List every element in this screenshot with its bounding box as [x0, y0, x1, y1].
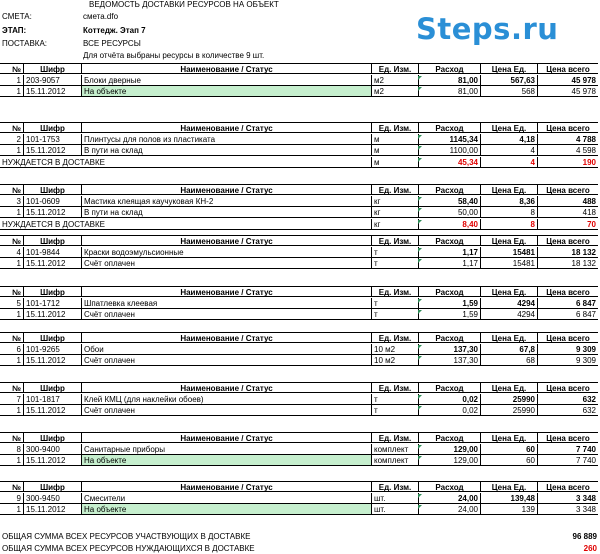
column-header-qty: Расход [418, 286, 480, 297]
resource-qty: 24,00 [418, 493, 480, 504]
resource-total: 9 309 [537, 344, 598, 355]
status-text: Счёт оплачен [81, 258, 371, 269]
steps-logo: Steps.ru [416, 12, 559, 46]
status-num: 1 [0, 405, 23, 416]
status-row [0, 86, 600, 97]
column-header-unit: Ед. Изм. [371, 184, 418, 195]
comment-marker-icon [418, 445, 422, 449]
resource-total: 488 [537, 196, 598, 207]
status-qty: 137,30 [418, 355, 480, 366]
status-total: 418 [537, 207, 598, 218]
status-date: 15.11.2012 [23, 355, 81, 366]
column-header-price: Цена Ед. [480, 63, 537, 74]
total-delivery-label: ОБЩАЯ СУММА ВСЕХ РЕСУРСОВ УЧАСТВУЮЩИХ В ДОСТАВКЕ [2, 532, 251, 541]
column-header-name: Наименование / Статус [81, 122, 371, 133]
status-num: 1 [0, 258, 23, 269]
resource-total: 6 847 [537, 298, 598, 309]
selection-note: Для отчёта выбраны ресурсы в количестве 9 шт. [83, 51, 265, 60]
comment-marker-icon [418, 345, 422, 349]
resource-qty: 0,02 [418, 394, 480, 405]
status-unit: т [371, 309, 418, 320]
needs-delivery-row [0, 219, 600, 230]
comment-marker-icon [418, 76, 422, 80]
column-header-name: Наименование / Статус [81, 184, 371, 195]
comment-marker-icon [418, 310, 422, 314]
status-price: 15481 [480, 258, 537, 269]
table-header-row [0, 332, 600, 343]
resource-name: Краски водоэмульсионные [81, 247, 371, 258]
resource-name: Шпатлевка клеевая [81, 298, 371, 309]
resource-price: 4,18 [480, 134, 537, 145]
status-total: 3 348 [537, 504, 598, 515]
resource-code: 101-0609 [23, 196, 81, 207]
meta-delivery-label: ПОСТАВКА: [2, 39, 47, 48]
status-total: 45 978 [537, 86, 598, 97]
comment-marker-icon [418, 259, 422, 263]
resource-total: 3 348 [537, 493, 598, 504]
needs-delivery-row [0, 157, 600, 168]
resource-qty: 58,40 [418, 196, 480, 207]
column-header-num: № [0, 63, 23, 74]
status-total: 4 598 [537, 145, 598, 156]
comment-marker-icon [418, 208, 422, 212]
resource-price: 139,48 [480, 493, 537, 504]
resource-price: 67,8 [480, 344, 537, 355]
comment-marker-icon [418, 356, 422, 360]
status-row [0, 405, 600, 416]
resource-price: 8,36 [480, 196, 537, 207]
status-text: Счёт оплачен [81, 405, 371, 416]
resource-qty: 137,30 [418, 344, 480, 355]
status-unit: т [371, 405, 418, 416]
status-unit: м [371, 145, 418, 156]
resource-row [0, 75, 600, 86]
status-qty: 129,00 [418, 455, 480, 466]
resource-num: 6 [0, 344, 23, 355]
column-header-qty: Расход [418, 382, 480, 393]
status-text: Счёт оплачен [81, 355, 371, 366]
status-price: 4294 [480, 309, 537, 320]
column-header-code: Шифр [23, 332, 81, 343]
resource-code: 101-1712 [23, 298, 81, 309]
resource-code: 101-9844 [23, 247, 81, 258]
status-price: 60 [480, 455, 537, 466]
resource-name: Клей КМЦ (для наклейки обоев) [81, 394, 371, 405]
status-text: На объекте [81, 86, 371, 97]
status-row [0, 258, 600, 269]
column-header-name: Наименование / Статус [81, 286, 371, 297]
resource-code: 101-1753 [23, 134, 81, 145]
needs-delivery-qty: 45,34 [418, 157, 480, 168]
resource-name: Блоки дверные [81, 75, 371, 86]
resource-qty: 1,17 [418, 247, 480, 258]
status-qty: 1,59 [418, 309, 480, 320]
status-price: 4 [480, 145, 537, 156]
status-num: 1 [0, 207, 23, 218]
comment-marker-icon [418, 299, 422, 303]
resource-num: 1 [0, 75, 23, 86]
resource-unit: т [371, 247, 418, 258]
resource-price: 60 [480, 444, 537, 455]
resource-name: Плинтусы для полов из пластиката [81, 134, 371, 145]
comment-marker-icon [418, 494, 422, 498]
column-header-total: Цена всего [537, 122, 598, 133]
resource-row [0, 134, 600, 145]
status-price: 68 [480, 355, 537, 366]
column-header-code: Шифр [23, 184, 81, 195]
table-header-row [0, 184, 600, 195]
column-header-total: Цена всего [537, 481, 598, 492]
column-header-price: Цена Ед. [480, 184, 537, 195]
status-num: 1 [0, 504, 23, 515]
column-header-price: Цена Ед. [480, 122, 537, 133]
column-header-code: Шифр [23, 432, 81, 443]
status-unit: шт. [371, 504, 418, 515]
column-header-qty: Расход [418, 63, 480, 74]
resource-code: 300-9450 [23, 493, 81, 504]
status-date: 15.11.2012 [23, 258, 81, 269]
resource-price: 567,63 [480, 75, 537, 86]
table-header-row [0, 235, 600, 246]
resource-qty: 81,00 [418, 75, 480, 86]
resource-unit: т [371, 298, 418, 309]
comment-marker-icon [418, 158, 422, 162]
status-num: 1 [0, 145, 23, 156]
table-header-row [0, 432, 600, 443]
status-qty: 1,17 [418, 258, 480, 269]
column-header-unit: Ед. Изм. [371, 481, 418, 492]
resource-total: 7 740 [537, 444, 598, 455]
comment-marker-icon [418, 505, 422, 509]
column-header-price: Цена Ед. [480, 481, 537, 492]
column-header-code: Шифр [23, 122, 81, 133]
resource-name: Смесители [81, 493, 371, 504]
status-price: 25990 [480, 405, 537, 416]
resource-num: 5 [0, 298, 23, 309]
column-header-num: № [0, 184, 23, 195]
table-header-row [0, 382, 600, 393]
status-unit: м2 [371, 86, 418, 97]
column-header-price: Цена Ед. [480, 332, 537, 343]
status-num: 1 [0, 355, 23, 366]
status-row [0, 355, 600, 366]
resource-total: 632 [537, 394, 598, 405]
column-header-price: Цена Ед. [480, 235, 537, 246]
status-row [0, 455, 600, 466]
total-needed-label: ОБЩАЯ СУММА ВСЕХ РЕСУРСОВ НУЖДАЮЩИХСЯ В ДОСТАВКЕ [2, 544, 255, 553]
resource-num: 9 [0, 493, 23, 504]
resource-unit: т [371, 394, 418, 405]
column-header-qty: Расход [418, 432, 480, 443]
column-header-code: Шифр [23, 63, 81, 74]
resource-row [0, 493, 600, 504]
total-delivery-value: 96 889 [572, 532, 597, 541]
resource-total: 18 132 [537, 247, 598, 258]
status-total: 18 132 [537, 258, 598, 269]
resource-unit: м2 [371, 75, 418, 86]
column-header-price: Цена Ед. [480, 286, 537, 297]
comment-marker-icon [418, 248, 422, 252]
status-qty: 0,02 [418, 405, 480, 416]
column-header-num: № [0, 286, 23, 297]
table-header-row [0, 286, 600, 297]
status-unit: комплект [371, 455, 418, 466]
status-qty: 1100,00 [418, 145, 480, 156]
comment-marker-icon [418, 197, 422, 201]
status-num: 1 [0, 86, 23, 97]
resource-unit: 10 м2 [371, 344, 418, 355]
column-header-total: Цена всего [537, 63, 598, 74]
resource-qty: 1,59 [418, 298, 480, 309]
column-header-num: № [0, 481, 23, 492]
meta-stage-value: Коттедж. Этап 7 [83, 26, 146, 35]
needs-delivery-unit: м [371, 157, 418, 168]
column-header-qty: Расход [418, 235, 480, 246]
status-qty: 24,00 [418, 504, 480, 515]
comment-marker-icon [418, 456, 422, 460]
resource-num: 4 [0, 247, 23, 258]
resource-code: 203-9057 [23, 75, 81, 86]
column-header-num: № [0, 332, 23, 343]
resource-price: 15481 [480, 247, 537, 258]
resource-row [0, 444, 600, 455]
column-header-name: Наименование / Статус [81, 432, 371, 443]
status-price: 8 [480, 207, 537, 218]
needs-delivery-unit: кг [371, 219, 418, 230]
status-date: 15.11.2012 [23, 309, 81, 320]
meta-estimate-label: СМЕТА: [2, 12, 32, 21]
comment-marker-icon [418, 406, 422, 410]
status-date: 15.11.2012 [23, 86, 81, 97]
status-total: 6 847 [537, 309, 598, 320]
column-header-qty: Расход [418, 122, 480, 133]
column-header-total: Цена всего [537, 235, 598, 246]
column-header-unit: Ед. Изм. [371, 432, 418, 443]
resource-num: 3 [0, 196, 23, 207]
total-needed-value: 260 [583, 544, 597, 553]
comment-marker-icon [418, 146, 422, 150]
status-date: 15.11.2012 [23, 207, 81, 218]
resource-num: 2 [0, 134, 23, 145]
column-header-code: Шифр [23, 235, 81, 246]
status-text: В пути на склад [81, 207, 371, 218]
table-header-row [0, 63, 600, 74]
meta-delivery-value: ВСЕ РЕСУРСЫ [83, 39, 141, 48]
resource-num: 8 [0, 444, 23, 455]
column-header-unit: Ед. Изм. [371, 332, 418, 343]
meta-stage-label: ЭТАП: [2, 26, 27, 35]
column-header-total: Цена всего [537, 184, 598, 195]
status-text: На объекте [81, 455, 371, 466]
status-date: 15.11.2012 [23, 504, 81, 515]
resource-row [0, 394, 600, 405]
column-header-code: Шифр [23, 286, 81, 297]
status-total: 7 740 [537, 455, 598, 466]
status-date: 15.11.2012 [23, 455, 81, 466]
status-text: Счёт оплачен [81, 309, 371, 320]
status-price: 139 [480, 504, 537, 515]
status-row [0, 207, 600, 218]
column-header-unit: Ед. Изм. [371, 286, 418, 297]
column-header-num: № [0, 382, 23, 393]
resource-qty: 1145,34 [418, 134, 480, 145]
meta-estimate-value: смета.dfo [83, 12, 119, 21]
resource-name: Санитарные приборы [81, 444, 371, 455]
table-header-row [0, 481, 600, 492]
column-header-price: Цена Ед. [480, 382, 537, 393]
comment-marker-icon [418, 395, 422, 399]
needs-delivery-price: 8 [480, 219, 537, 230]
report-title: ВЕДОМОСТЬ ДОСТАВКИ РЕСУРСОВ НА ОБЪЕКТ [89, 0, 279, 9]
resource-price: 25990 [480, 394, 537, 405]
status-num: 1 [0, 455, 23, 466]
column-header-price: Цена Ед. [480, 432, 537, 443]
comment-marker-icon [418, 135, 422, 139]
column-header-unit: Ед. Изм. [371, 235, 418, 246]
needs-delivery-price: 4 [480, 157, 537, 168]
resource-code: 300-9400 [23, 444, 81, 455]
resource-row [0, 196, 600, 207]
column-header-name: Наименование / Статус [81, 235, 371, 246]
resource-price: 4294 [480, 298, 537, 309]
column-header-code: Шифр [23, 382, 81, 393]
status-qty: 50,00 [418, 207, 480, 218]
column-header-qty: Расход [418, 481, 480, 492]
column-header-total: Цена всего [537, 286, 598, 297]
resource-row [0, 344, 600, 355]
needs-delivery-total: 70 [537, 219, 598, 230]
column-header-num: № [0, 122, 23, 133]
column-header-unit: Ед. Изм. [371, 382, 418, 393]
column-header-num: № [0, 235, 23, 246]
status-unit: 10 м2 [371, 355, 418, 366]
resource-num: 7 [0, 394, 23, 405]
status-total: 9 309 [537, 355, 598, 366]
column-header-unit: Ед. Изм. [371, 63, 418, 74]
status-qty: 81,00 [418, 86, 480, 97]
status-row [0, 145, 600, 156]
resource-unit: кг [371, 196, 418, 207]
status-text: На объекте [81, 504, 371, 515]
column-header-qty: Расход [418, 332, 480, 343]
resource-name: Мастика клеящая каучуковая КН-2 [81, 196, 371, 207]
comment-marker-icon [418, 220, 422, 224]
resource-total: 45 978 [537, 75, 598, 86]
column-header-total: Цена всего [537, 382, 598, 393]
column-header-qty: Расход [418, 184, 480, 195]
resource-qty: 129,00 [418, 444, 480, 455]
needs-delivery-qty: 8,40 [418, 219, 480, 230]
resource-code: 101-9265 [23, 344, 81, 355]
column-header-name: Наименование / Статус [81, 382, 371, 393]
resource-code: 101-1817 [23, 394, 81, 405]
needs-delivery-label: НУЖДАЕТСЯ В ДОСТАВКЕ [0, 219, 371, 230]
status-row [0, 309, 600, 320]
resource-row [0, 298, 600, 309]
status-num: 1 [0, 309, 23, 320]
status-total: 632 [537, 405, 598, 416]
status-unit: кг [371, 207, 418, 218]
resource-total: 4 788 [537, 134, 598, 145]
column-header-total: Цена всего [537, 432, 598, 443]
status-text: В пути на склад [81, 145, 371, 156]
comment-marker-icon [418, 87, 422, 91]
resource-unit: м [371, 134, 418, 145]
column-header-name: Наименование / Статус [81, 481, 371, 492]
status-price: 568 [480, 86, 537, 97]
needs-delivery-total: 190 [537, 157, 598, 168]
status-date: 15.11.2012 [23, 145, 81, 156]
resource-row [0, 247, 600, 258]
column-header-code: Шифр [23, 481, 81, 492]
table-header-row [0, 122, 600, 133]
column-header-name: Наименование / Статус [81, 332, 371, 343]
column-header-num: № [0, 432, 23, 443]
resource-unit: шт. [371, 493, 418, 504]
column-header-name: Наименование / Статус [81, 63, 371, 74]
resource-name: Обои [81, 344, 371, 355]
status-date: 15.11.2012 [23, 405, 81, 416]
status-unit: т [371, 258, 418, 269]
resource-unit: комплект [371, 444, 418, 455]
needs-delivery-label: НУЖДАЕТСЯ В ДОСТАВКЕ [0, 157, 371, 168]
status-row [0, 504, 600, 515]
column-header-total: Цена всего [537, 332, 598, 343]
column-header-unit: Ед. Изм. [371, 122, 418, 133]
